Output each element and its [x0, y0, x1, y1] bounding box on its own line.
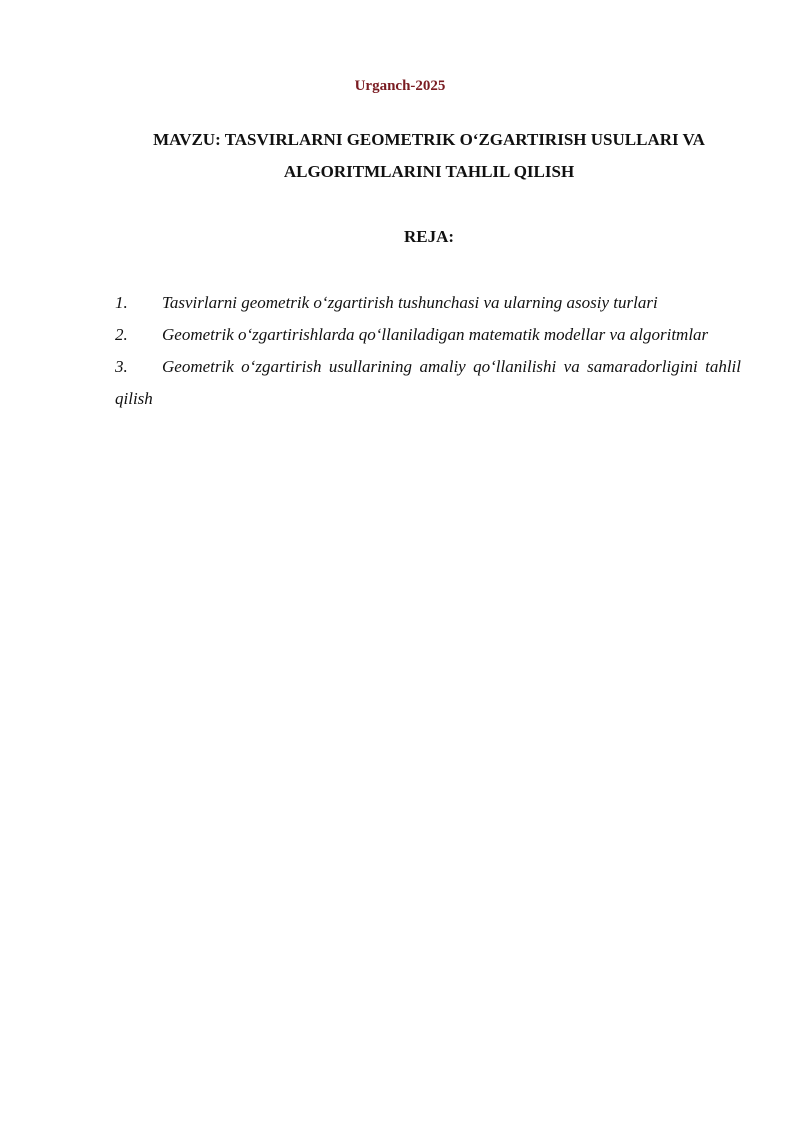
list-item-number: 1.	[115, 293, 128, 312]
list-item-number: 3.	[115, 357, 128, 376]
list-item-text: Geometrik o‘zgartirish usullarining amaliy qo‘llanilishi va samaradorligini tahlil qilish	[115, 357, 741, 408]
title-line-2: ALGORITMLARINI TAHLIL QILISH	[283, 162, 575, 181]
title-line-1: MAVZU: TASVIRLARNI GEOMETRIK O‘ZGARTIRISH USULLARI VA	[153, 130, 705, 149]
page-title	[100, 124, 758, 188]
list-item	[115, 287, 741, 319]
list-item-number: 2.	[115, 325, 128, 344]
list-item-text: Tasvirlarni geometrik o‘zgartirish tushunchasi va ularning asosiy turlari	[162, 293, 658, 312]
list-item-text: Geometrik o‘zgartirishlarda qo‘llaniladigan matematik modellar va algoritmlar	[162, 325, 709, 344]
list-item	[115, 319, 741, 351]
plan-list	[115, 287, 741, 415]
plan-heading: REJA:	[403, 227, 455, 246]
list-item	[115, 351, 741, 415]
city-year: Urganch-2025	[354, 78, 446, 94]
